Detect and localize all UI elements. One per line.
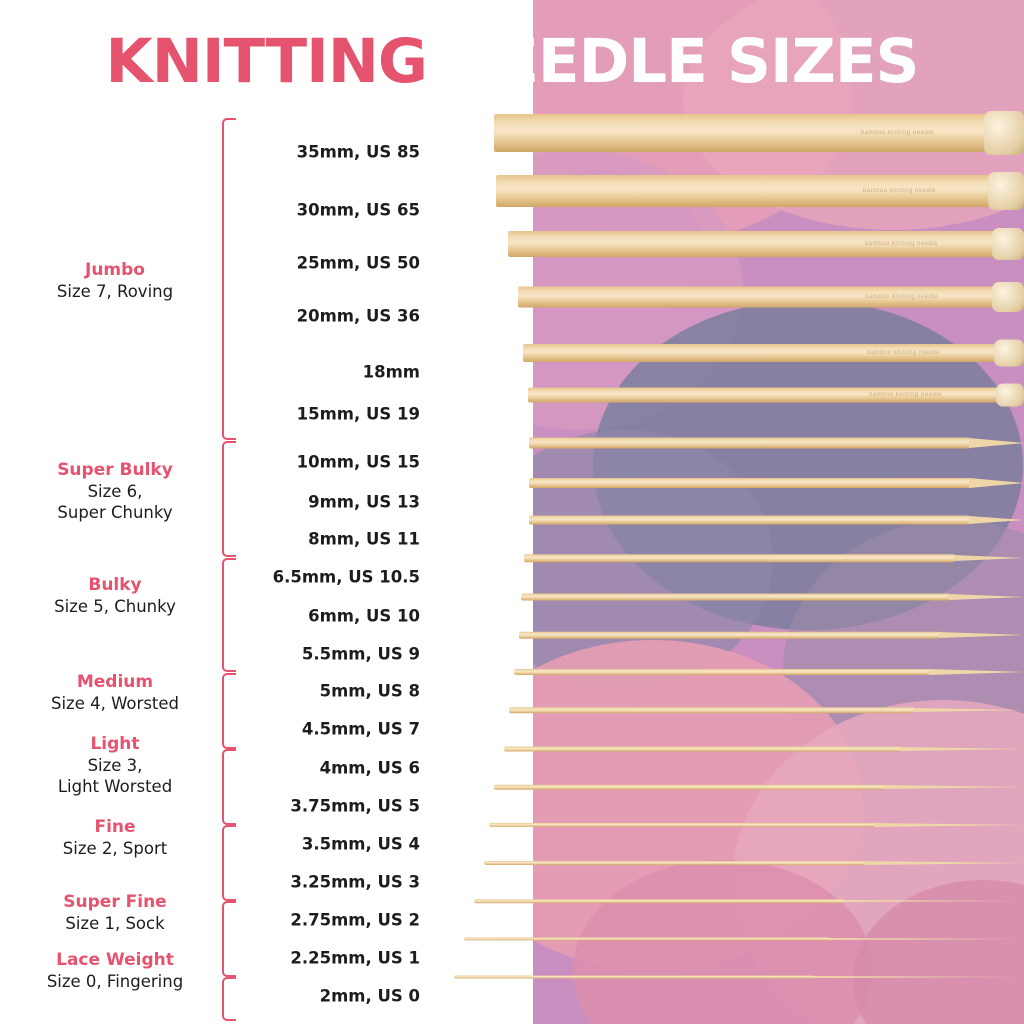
- needle-row: [0, 188, 1024, 229]
- needle-size-label: 6mm, US 10: [308, 606, 420, 626]
- category-subtitle: Size 4, Worsted: [50, 694, 180, 713]
- needle-size-label: 2.75mm, US 2: [290, 910, 420, 930]
- needle-brand-text: bamboo knitting needle: [866, 350, 940, 356]
- needle-size-label: 20mm, US 36: [296, 306, 420, 326]
- needle-row: [0, 863, 1024, 901]
- needle-size-label: 25mm, US 50: [296, 253, 420, 273]
- category-subtitle: Size 0, Fingering: [46, 972, 184, 991]
- needle-brand-text: bamboo knitting needle: [860, 130, 934, 136]
- category-subtitle: Size 5, Chunky: [54, 597, 176, 616]
- category-subtitle-2: Light Worsted: [57, 777, 173, 796]
- needle-row: [0, 241, 1024, 282]
- needle-size-label: 15mm, US 19: [296, 404, 420, 424]
- needle-size-label: 4mm, US 6: [319, 758, 420, 778]
- needle-size-label: 2.25mm, US 1: [290, 948, 420, 968]
- category-name: Medium: [76, 672, 154, 692]
- needle-size-label: 30mm, US 65: [296, 200, 420, 220]
- category-name: Light: [90, 734, 140, 754]
- needle-row: [0, 825, 1024, 863]
- needle-size-label: 3.5mm, US 4: [301, 834, 420, 854]
- needle-size-label: 35mm, US 85: [296, 142, 420, 162]
- needle-row: [0, 939, 1024, 977]
- needle-size-label: 2mm, US 0: [319, 986, 420, 1006]
- needle-brand-text: bamboo knitting needle: [864, 294, 938, 300]
- needle-size-label: 8mm, US 11: [308, 529, 420, 549]
- needle-row: [0, 350, 1024, 391]
- needle-brand-text: bamboo knitting needle: [864, 241, 938, 247]
- needle-size-label: 10mm, US 15: [296, 452, 420, 472]
- needle-brand-text: bamboo knitting needle: [868, 392, 942, 398]
- needle-row: [0, 787, 1024, 825]
- category-name: Fine: [94, 817, 136, 837]
- needle-row: [0, 901, 1024, 939]
- category-subtitle: Size 6,: [87, 482, 143, 501]
- page-title: [0, 26, 1024, 97]
- needle-row: [0, 749, 1024, 787]
- needle-brand-text: bamboo knitting needle: [862, 188, 936, 194]
- category-subtitle-2: Super Chunky: [57, 503, 173, 522]
- category-subtitle: Size 3,: [87, 756, 143, 775]
- needle-size-label: 18mm: [362, 362, 420, 382]
- needle-row: [0, 597, 1024, 635]
- needle-size-label: 9mm, US 13: [308, 492, 420, 512]
- needle-row: [0, 635, 1024, 673]
- title-part-needle-sizes: NEEDLE SIZES: [426, 26, 919, 97]
- needle-size-label: 3.75mm, US 5: [290, 796, 420, 816]
- needle-size-label: 6.5mm, US 10.5: [272, 567, 420, 587]
- category-name: Lace Weight: [56, 950, 174, 970]
- title-part-knitting: KNITTING: [105, 26, 427, 97]
- needle-size-label: 5.5mm, US 9: [301, 644, 420, 664]
- category-name: Super Fine: [63, 892, 167, 912]
- category-subtitle: Size 7, Roving: [56, 282, 174, 301]
- needle-row: [0, 294, 1024, 335]
- category-subtitle: Size 2, Sport: [62, 839, 168, 858]
- needle-row: [0, 520, 1024, 558]
- needle-size-label: 4.5mm, US 7: [301, 719, 420, 739]
- category-name: Bulky: [88, 575, 142, 595]
- needle-row: [0, 443, 1024, 481]
- needle-row: [0, 710, 1024, 748]
- needle-row: [0, 558, 1024, 596]
- needle-size-label: 3.25mm, US 3: [290, 872, 420, 892]
- category-name: Super Bulky: [57, 460, 173, 480]
- category-subtitle: Size 1, Sock: [65, 914, 165, 933]
- needle-row: [0, 672, 1024, 710]
- needle-row: [0, 392, 1024, 433]
- category-name: Jumbo: [85, 260, 145, 280]
- needle-row: [0, 977, 1024, 1015]
- needle-size-label: 5mm, US 8: [319, 681, 420, 701]
- needle-row: [0, 130, 1024, 171]
